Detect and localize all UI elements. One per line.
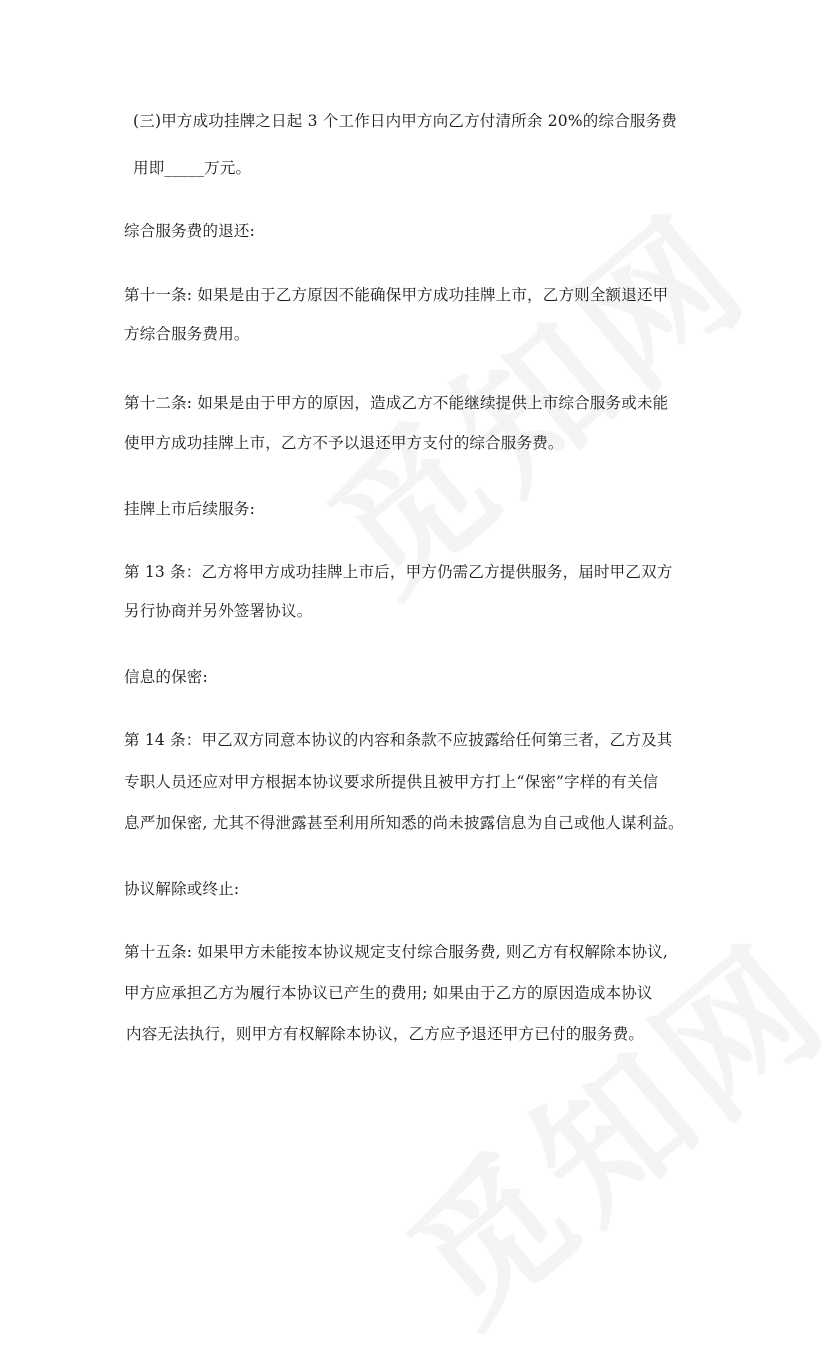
paragraph-line: 息严加保密, 尤其不得泄露甚至利用所知悉的尚未披露信息为自己或他人谋利益。 (124, 814, 684, 832)
paragraph-line: 另行协商并另外签署协议。 (124, 602, 313, 620)
paragraph-line: 内容无法执行，则甲方有权解除本协议，乙方应予退还甲方已付的服务费。 (126, 1025, 645, 1043)
section-heading: 信息的保密: (124, 668, 208, 686)
paragraph-line: 甲方应承担乙方为履行本协议已产生的费用; 如果由于乙方的原因造成本协议 (124, 984, 653, 1002)
paragraph-line: 第 13 条：乙方将甲方成功挂牌上市后，甲方仍需乙方提供服务，届时甲乙双方 (124, 563, 673, 581)
paragraph-line: 专职人员还应对甲方根据本协议要求所提供且被甲方打上“保密”字样的有关信 (124, 773, 659, 791)
section-heading: 综合服务费的退还: (124, 222, 256, 240)
section-heading: 协议解除或终止: (124, 880, 240, 898)
paragraph-line: 第十一条: 如果是由于乙方原因不能确保甲方成功挂牌上市，乙方则全额退还甲 (124, 286, 669, 304)
section-heading: 挂牌上市后续服务: (124, 500, 256, 518)
paragraph-line: 第 14 条：甲乙双方同意本协议的内容和条款不应披露给任何第三者，乙方及其 (124, 731, 673, 749)
paragraph-line: (三)甲方成功挂牌之日起 3 个工作日内甲方向乙方付清所余 20%的综合服务费 (133, 112, 677, 130)
paragraph-line: 第十五条: 如果甲方未能按本协议规定支付综合服务费, 则乙方有权解除本协议, (124, 943, 669, 961)
paragraph-line: 用即_____万元。 (133, 159, 252, 177)
paragraph-line: 方综合服务费用。 (124, 325, 250, 343)
paragraph-line: 使甲方成功挂牌上市，乙方不予以退还甲方支付的综合服务费。 (124, 434, 564, 452)
paragraph-line: 第十二条: 如果是由于甲方的原因，造成乙方不能继续提供上市综合服务或未能 (124, 394, 669, 412)
